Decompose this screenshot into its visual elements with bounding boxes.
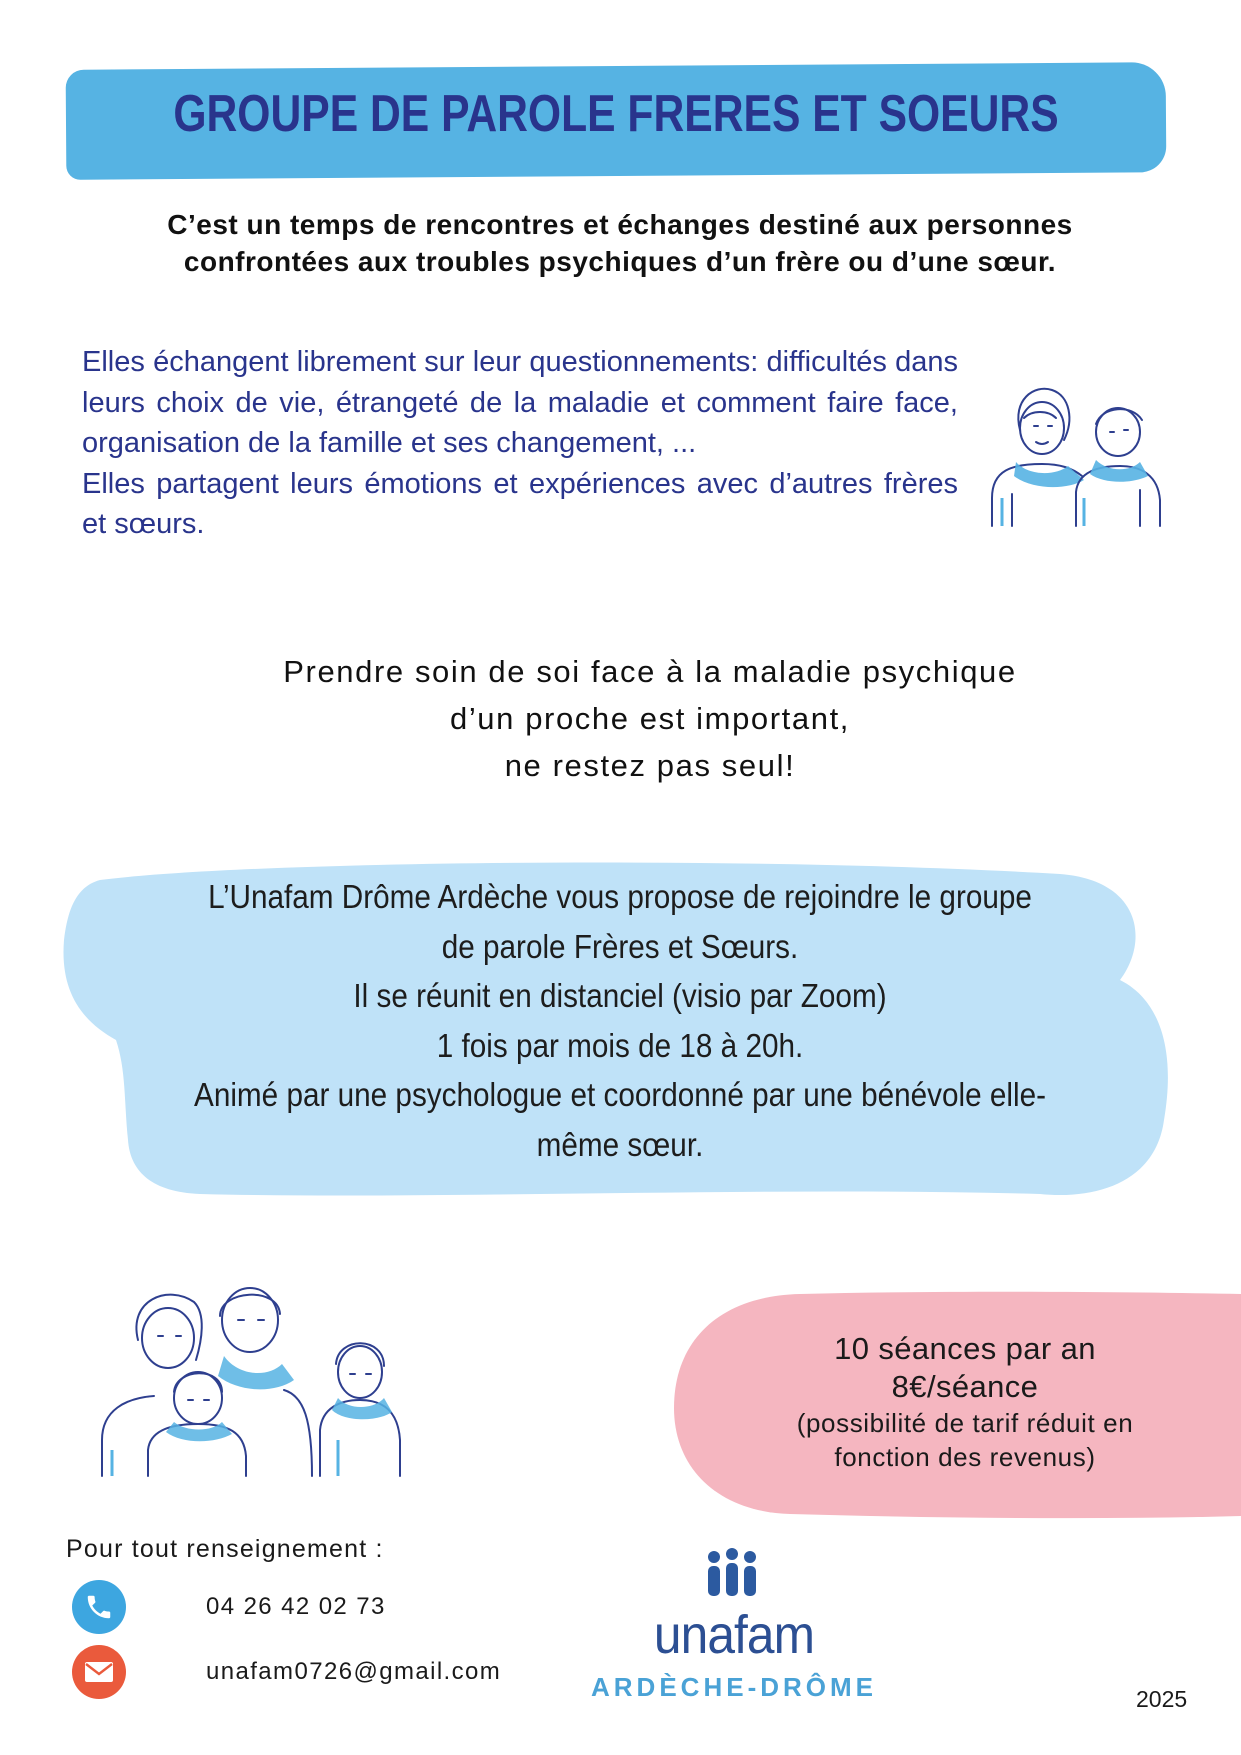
intro-line-2: confrontées aux troubles psychiques d’un frère ou d’une sœur. xyxy=(183,246,1057,277)
pricing-price: 8€/séance xyxy=(891,1369,1039,1404)
pricing-note-line-2: fonction des revenus) xyxy=(834,1442,1096,1472)
message-line-1: Prendre soin de soi face à la maladie psychique xyxy=(283,654,1017,689)
email-address[interactable]: unafam0726@gmail.com xyxy=(206,1658,502,1685)
description-paragraph-2: Elles partagent leurs émotions et expériences avec d’autres frères et sœurs. xyxy=(82,467,958,540)
logo-wordmark: unafam xyxy=(653,1605,815,1665)
message-line-3: ne restez pas seul! xyxy=(504,748,796,783)
info-line-3: Il se réunit en distanciel (visio par Zoom) xyxy=(353,977,887,1014)
intro-text xyxy=(60,206,1180,280)
pricing-text xyxy=(740,1330,1190,1474)
info-line-1: L’Unafam Drôme Ardèche vous propose de rejoindre le groupe xyxy=(208,878,1032,915)
envelope-icon xyxy=(72,1645,126,1699)
message-line-2: d’un proche est important, xyxy=(449,701,851,736)
info-line-4: 1 fois par mois de 18 à 20h. xyxy=(436,1026,804,1064)
info-line-6: même sœur. xyxy=(536,1125,704,1163)
info-line-5: Animé par une psychologue et coordonné par une bénévole elle- xyxy=(194,1076,1046,1113)
phone-icon xyxy=(72,1580,126,1634)
contact-phone-row xyxy=(72,1578,386,1636)
description-paragraph-1: Elles échangent librement sur leur questionnements: difficultés dans leurs choix de vie, étrangeté de la maladie et comment faire face, organisation de la famille et ses changement, ... xyxy=(82,346,958,459)
info-line-2: de parole Frères et Sœurs. xyxy=(441,927,799,965)
pricing-sessions: 10 séances par an xyxy=(834,1331,1096,1366)
contact-email-row xyxy=(72,1643,501,1701)
info-text xyxy=(161,872,1079,1169)
contact-label: Pour tout renseignement : xyxy=(66,1535,384,1563)
logo-region: ARDÈCHE-DRÔME xyxy=(591,1672,877,1702)
year: 2025 xyxy=(1136,1686,1188,1712)
pricing-note-line-1: (possibilité de tarif réduit en xyxy=(796,1408,1134,1438)
phone-number[interactable]: 04 26 42 02 73 xyxy=(206,1593,386,1620)
siblings-illustration xyxy=(972,380,1182,530)
family-illustration xyxy=(98,1280,458,1480)
page-title: GROUPE DE PAROLE FRERES ET SOEURS xyxy=(173,85,1059,143)
message xyxy=(200,648,1100,789)
description xyxy=(82,342,958,545)
intro-line-1: C’est un temps de rencontres et échanges destiné aux personnes xyxy=(167,209,1073,240)
